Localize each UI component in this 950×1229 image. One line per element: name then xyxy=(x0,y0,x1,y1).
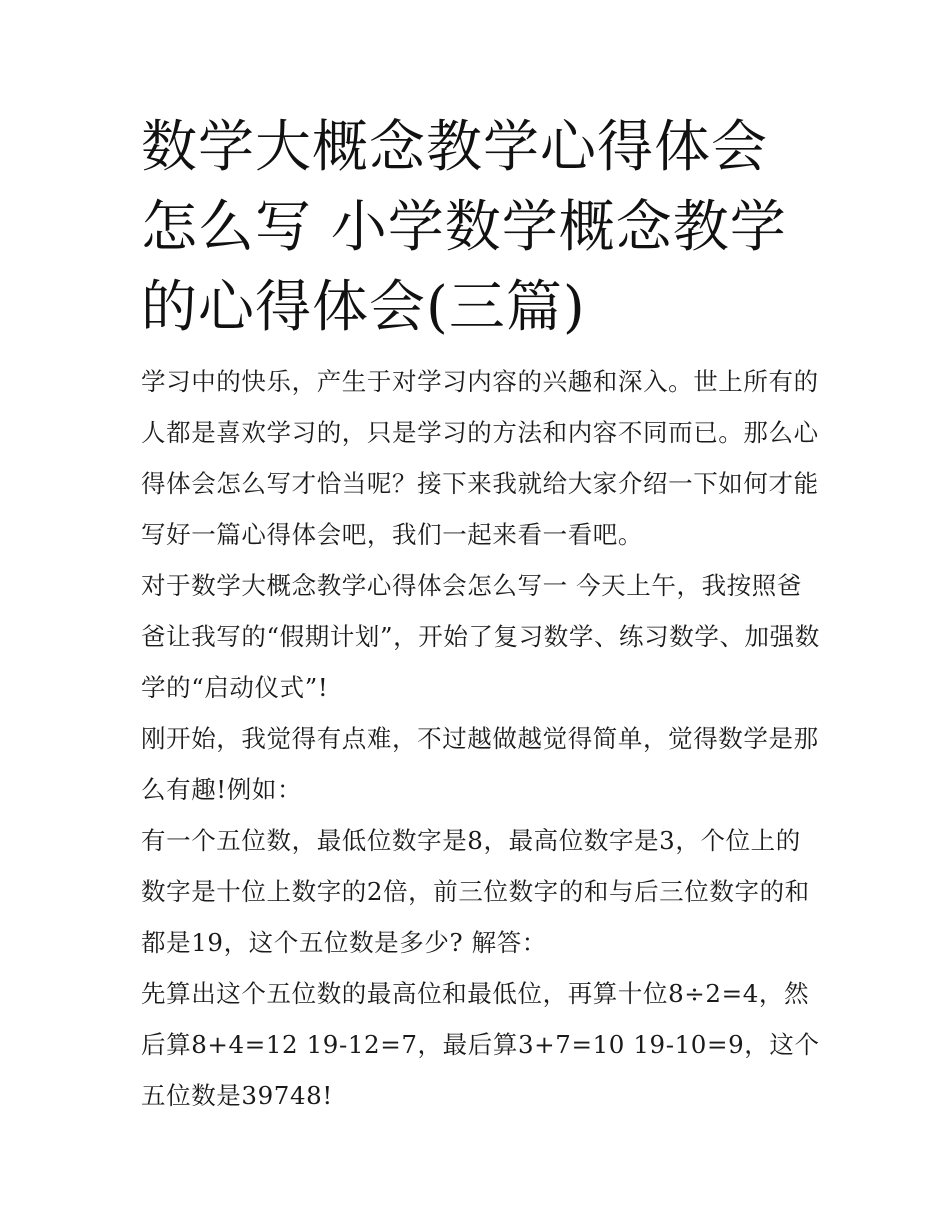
document-body xyxy=(141,356,821,1121)
paragraph: 对于数学大概念教学心得体会怎么写一 今天上午，我按照爸爸让我写的“假期计划”，开始了复习数学、练习数学、加强数学的“启动仪式”! xyxy=(141,571,820,702)
document-title: 数学大概念教学心得体会怎么写 小学数学概念教学的心得体会(三篇) xyxy=(141,115,787,340)
paragraph: 先算出这个五位数的最高位和最低位，再算十位8÷2=4，然后算8+4=12 19-12=7，最后算3+7=10 19-10=9，这个五位数是39748! xyxy=(141,979,820,1110)
paragraph: 有一个五位数，最低位数字是8，最高位数字是3，个位上的数字是十位上数字的2倍，前三位数字的和与后三位数字的和都是19，这个五位数是多少? 解答： xyxy=(141,826,810,957)
paragraph: 学习中的快乐，产生于对学习内容的兴趣和深入。世上所有的人都是喜欢学习的，只是学习的方法和内容不同而已。那么心得体会怎么写才恰当呢？接下来我就给大家介绍一下如何才能写好一篇心得体会吧，我们一起来看一看吧。 xyxy=(141,367,819,549)
paragraph: 刚开始，我觉得有点难，不过越做越觉得简单，觉得数学是那么有趣!例如： xyxy=(141,724,819,804)
